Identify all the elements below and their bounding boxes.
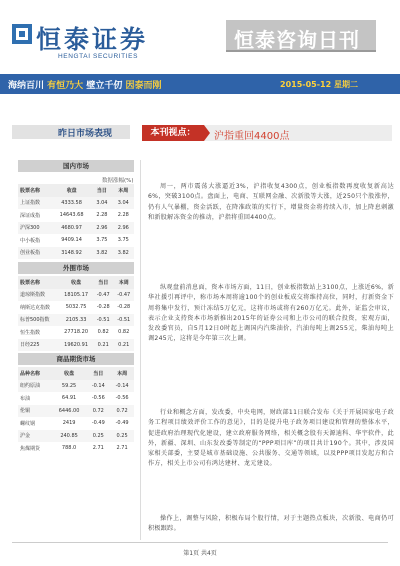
column-header: 收盘 <box>71 279 82 286</box>
table-cell: 纽约原油 <box>20 383 41 390</box>
table-cell: 2.96 <box>117 224 129 231</box>
table-header-row <box>18 276 134 289</box>
table-cell: -0.56 <box>91 395 105 402</box>
article-paragraph: 操作上，调整与风险，积极布局个股行情，对于主题热点板块，次新股、电商仍可积极跟踪。 <box>148 515 394 533</box>
table-cell: -0.51 <box>117 316 131 323</box>
company-name: 恒泰证券 <box>36 25 149 54</box>
table-row <box>18 430 134 443</box>
table-cell: 0.21 <box>118 341 130 348</box>
column-header: 当日 <box>98 279 109 286</box>
table-cell: 0.25 <box>92 432 104 439</box>
table-cell: 3.75 <box>96 237 108 244</box>
column-header: 本周 <box>118 279 129 286</box>
column-header: 本周 <box>118 187 129 194</box>
table-row <box>18 339 134 352</box>
table-cell: 深证成指 <box>20 212 41 219</box>
column-header: 股票名称 <box>20 187 41 194</box>
article-paragraph: 行业和概念方面，发改委，中央电网，财政部11日联合发布《关于开展国家电子政务工程项目绩效评价工作的意见》，目的是提升电子政务项目建设和管理的整体水平，促进政府治理现代化建设，建立政府服务网络，相关概念股有天源迪科、华宇软件，此外，新疆、深圳、山东发改委等制定的“PPP项目库”的项目共计190个。其中，涉及国家相关部委，主要是城市基础设施、公共服务、交通等领域，以及PPP项目发起方和合作方，相关上市公司有鸿达建材、龙元建设。 <box>148 409 394 468</box>
table-cell: 2.28 <box>117 212 129 219</box>
table-cell: -0.28 <box>96 304 110 311</box>
slogan-part-2: 有恒乃大 <box>47 81 84 91</box>
table-row <box>18 222 134 235</box>
table-cell: 沪金 <box>20 433 31 440</box>
table-row <box>18 326 134 339</box>
table-row <box>18 289 134 302</box>
column-header: 股票名称 <box>20 279 41 286</box>
table-cell: 2.28 <box>96 212 108 219</box>
table-cell: 3.82 <box>117 249 129 256</box>
table-cell: 6446.00 <box>58 407 80 414</box>
table-cell: 788.0 <box>61 445 77 452</box>
table-cell: -0.49 <box>115 420 129 427</box>
table-row <box>18 392 134 405</box>
article-paragraph: 周一，两市震荡大涨逼近3%，沪指收复4300点，创业板指数再度收复新高达6%，突破3100点。盘面上，电商、互联网金融、次新股等大涨，近250只个股涨停，仍有人气暴棚，资金活跃，在降准政策的实行下，增量资金将持续入市，加上降息刺激和新股解冻资金的推动，沪指将重回4400点。 <box>148 183 394 221</box>
table-cell: -0.14 <box>115 382 129 389</box>
column-header: 收盘 <box>66 187 77 194</box>
table-row <box>18 442 134 455</box>
table-row <box>18 314 134 327</box>
table-cell: -0.47 <box>96 291 110 298</box>
table-cell: 伦铜 <box>20 408 31 415</box>
domestic-market-heading: 国内市场 <box>18 160 134 172</box>
table-cell: -0.28 <box>117 304 131 311</box>
table-cell: -0.51 <box>96 316 110 323</box>
page-number: 第1页 共4页 <box>183 550 217 557</box>
table-cell: 布油 <box>20 395 31 402</box>
table-row <box>18 417 134 430</box>
table-cell: 3.04 <box>96 199 108 206</box>
commodity-market-table <box>18 367 134 455</box>
column-header: 当日 <box>93 370 104 377</box>
table-cell: -0.56 <box>115 395 129 402</box>
table-row <box>18 247 134 260</box>
table-row <box>18 209 134 222</box>
column-divider <box>140 160 141 540</box>
slogan-part-4: 因泰而刚 <box>125 81 162 91</box>
left-section-heading: 昨日市场表现 <box>58 129 113 139</box>
table-cell: 中小板指 <box>20 237 41 244</box>
company-name-english: HENGTAI SECURITIES <box>58 53 139 60</box>
table-cell: 5032.75 <box>65 304 87 311</box>
table-cell: 0.82 <box>97 329 109 336</box>
table-cell: 2105.33 <box>65 316 87 323</box>
table-cell: 标普500指数 <box>20 317 50 324</box>
table-row <box>18 234 134 247</box>
unit-note: 数据涨幅(%) <box>102 178 134 184</box>
table-cell: 0.72 <box>92 407 104 414</box>
table-row <box>18 405 134 418</box>
table-cell: 沪深300 <box>20 225 40 232</box>
column-header: 本周 <box>117 370 128 377</box>
table-cell: 纳斯达克指数 <box>20 304 51 311</box>
report-title: 恒泰咨询日刊 <box>234 28 360 52</box>
table-cell: 3.82 <box>96 249 108 256</box>
table-row <box>18 301 134 314</box>
table-cell: 240.85 <box>60 432 78 439</box>
table-cell: 59.25 <box>61 382 77 389</box>
table-cell: 2419 <box>62 420 76 427</box>
table-cell: 焦煤期货 <box>20 445 41 452</box>
commodity-market-heading: 商品期货市场 <box>18 353 134 365</box>
table-cell: 19620.91 <box>64 341 88 348</box>
report-header <box>0 0 400 68</box>
table-cell: -0.47 <box>117 291 131 298</box>
table-row <box>18 380 134 393</box>
table-cell: 18105.17 <box>64 291 88 298</box>
table-cell: 上证指数 <box>20 200 41 207</box>
column-header: 收盘 <box>64 370 75 377</box>
slogan-part-3: 壁立千仞 <box>86 81 123 91</box>
column-header: 品种名称 <box>20 370 41 377</box>
table-cell: 9409.14 <box>61 237 82 244</box>
table-cell: -0.14 <box>91 382 105 389</box>
table-cell: 2.71 <box>92 445 104 452</box>
table-cell: 0.72 <box>116 407 128 414</box>
table-cell: 道琼斯指数 <box>20 292 46 299</box>
table-cell: 2.96 <box>96 224 108 231</box>
table-cell: 27718.20 <box>64 329 88 336</box>
company-logo-icon <box>12 24 32 44</box>
slogan-part-1: 海纳百川 <box>8 81 45 91</box>
table-cell: -0.49 <box>91 420 105 427</box>
overseas-market-table <box>18 276 134 351</box>
table-cell: 螺纹钢 <box>20 420 36 427</box>
table-cell: 14643.68 <box>59 212 84 219</box>
report-date: 2015-05-12 星期二 <box>280 80 358 89</box>
table-cell: 0.82 <box>118 329 130 336</box>
table-cell: 4333.58 <box>61 199 82 206</box>
footer-divider <box>12 542 388 543</box>
viewpoint-tag: 本刊视点： <box>142 125 204 141</box>
slogan <box>8 78 161 91</box>
table-cell: 0.25 <box>116 432 128 439</box>
table-cell: 4680.97 <box>61 224 82 231</box>
domestic-market-table <box>18 184 134 259</box>
article-paragraph: 纵观盘前消息面，资本市场方面，11日，创业板指数站上3100点，上涨近6%，新华社援引再评中，称市场本周将逾100个的创业板成交将维持高位，同时，打新资金下周将集中发行，预计冻结5万亿元，这将市场或将有260万亿元。此外，证监会审议，表示企业支持资本市场新推出2015年的证券公司和上市公司的联合投资，宏观方面，发改委官员，自5月12日0时起上调国内汽柴油价，汽油每吨上调255元，柴油每吨上调245元，这将是今年第三次上调。 <box>148 284 394 343</box>
table-cell: 日经225 <box>20 342 40 349</box>
table-header-row <box>18 184 134 197</box>
column-header: 当日 <box>96 187 107 194</box>
table-cell: 创业板指 <box>20 250 41 257</box>
table-cell: 64.91 <box>61 395 77 402</box>
table-cell: 恒生指数 <box>20 329 41 336</box>
table-header-row <box>18 367 134 380</box>
overseas-market-heading: 外围市场 <box>18 262 134 274</box>
table-cell: 0.21 <box>97 341 109 348</box>
table-cell: 3.75 <box>117 237 129 244</box>
table-cell: 2.71 <box>116 445 128 452</box>
table-cell: 3148.92 <box>61 249 82 256</box>
table-cell: 3.04 <box>117 199 129 206</box>
table-row <box>18 197 134 210</box>
article-headline: 沪指重回4400点 <box>214 131 290 142</box>
